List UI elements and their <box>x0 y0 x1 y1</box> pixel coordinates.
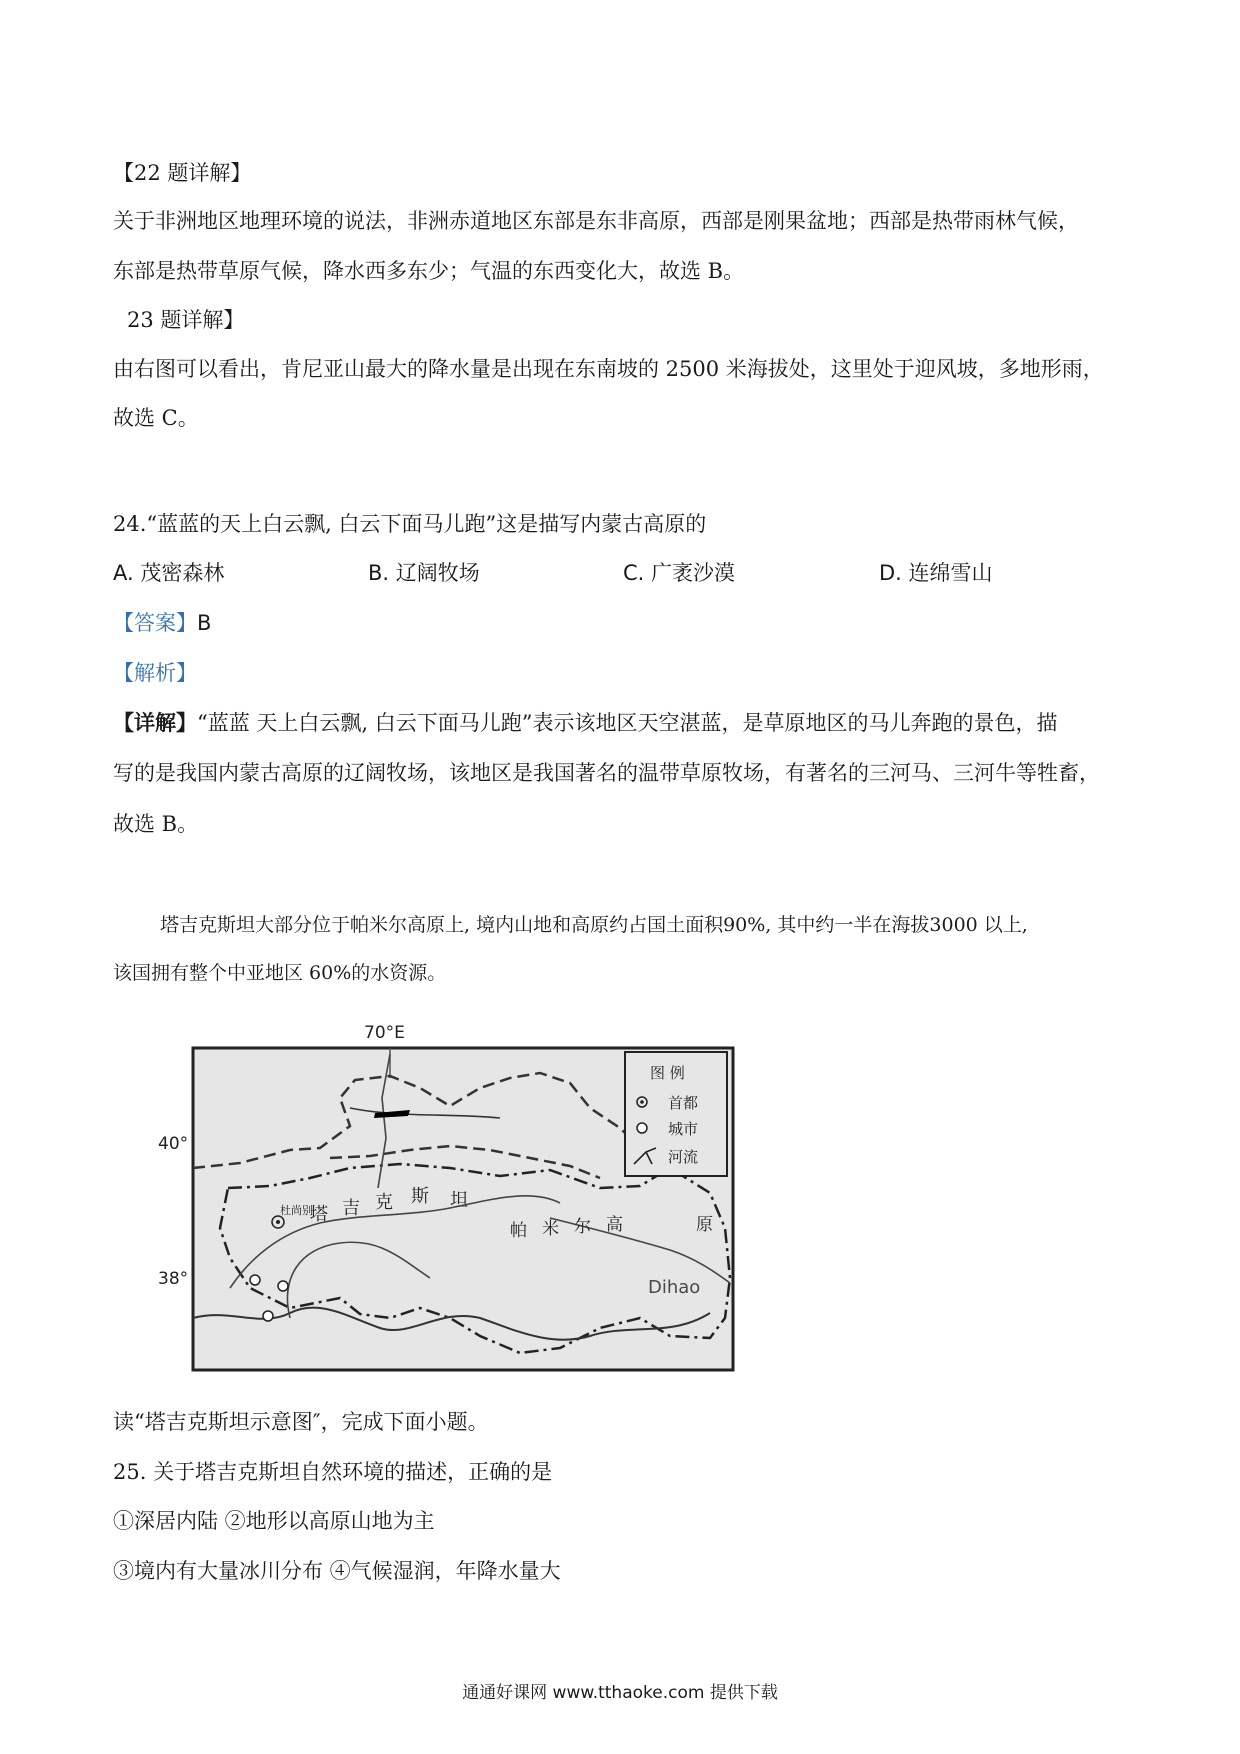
country-char: 塔 <box>310 1204 328 1225</box>
plateau-char: 帕 <box>510 1221 527 1241</box>
country-char: 克 <box>375 1192 393 1213</box>
q25-stem: 25. 关于塔吉克斯坦自然环境的描述，正确的是 <box>113 1460 553 1484</box>
legend-capital: 首都 <box>668 1094 699 1112</box>
q24-option-b: B. 辽阔牧场 <box>368 561 480 585</box>
country-char: 坦 <box>450 1190 468 1211</box>
city-marker <box>278 1281 288 1291</box>
analysis-label: 【解析】 <box>113 661 197 685</box>
detail-text-1: “蓝蓝 天上白云飘, 白云下面马儿跑”表示该地区天空湛蓝，是草原地区的马儿奔跑的景色，描 <box>197 711 1058 735</box>
plateau-char: 原 <box>696 1215 713 1235</box>
q25-options-line2: ③境内有大量冰川分布 ④气候湿润，年降水量大 <box>113 1559 561 1583</box>
q23-text-line1: 由右图可以看出，肯尼亚山最大的降水量是出现在东南坡的 2500 米海拔处，这里处于迎风坡，多地形雨， <box>113 357 1104 381</box>
legend-city: 城市 <box>668 1120 699 1138</box>
plateau-char: 高 <box>606 1215 623 1235</box>
answer-label: 【答案】 <box>113 611 197 635</box>
capital-marker-dot <box>276 1220 280 1224</box>
plateau-char: 米 <box>542 1219 559 1239</box>
place-label: Dihao <box>648 1277 701 1298</box>
q23-text-line2: 故选 C。 <box>113 406 199 430</box>
q24-detail-line1 <box>113 708 1058 738</box>
q22-text-line2: 东部是热带草原气候，降水西多东少；气温的东西变化大，故选 B。 <box>113 259 745 283</box>
capital-label: 杜尚别 <box>280 1204 313 1217</box>
q24-answer <box>113 608 211 638</box>
q24-analysis-label <box>113 658 197 688</box>
q24-option-d: D. 连绵雪山 <box>879 561 993 585</box>
city-marker <box>263 1311 273 1321</box>
legend-city-symbol <box>637 1123 647 1133</box>
legend-title: 图 例 <box>650 1064 685 1082</box>
page-footer: 通通好课网 www.tthaoke.com 提供下载 <box>462 1683 778 1703</box>
legend-capital-symbol-dot <box>640 1100 644 1104</box>
q24-detail-line3: 故选 B。 <box>113 812 199 836</box>
latitude-38-label: 38° <box>158 1269 189 1289</box>
questions-intro: 读“塔吉克斯坦示意图″，完成下面小题。 <box>113 1410 489 1434</box>
latitude-40-label: 40° <box>158 1134 189 1154</box>
q23-heading: 23 题详解】 <box>127 308 245 332</box>
tajikistan-map <box>150 1018 750 1378</box>
q24-option-a: A. 茂密森林 <box>113 561 225 585</box>
city-marker <box>250 1275 260 1285</box>
answer-value: B <box>197 611 212 635</box>
q22-text-line1: 关于非洲地区地理环境的说法，非洲赤道地区东部是东非高原，西部是刚果盆地；西部是热带雨林气候， <box>113 209 1079 233</box>
plateau-char: 尔 <box>574 1217 591 1237</box>
q24-detail-line2: 写的是我国内蒙古高原的辽阔牧场，该地区是我国著名的温带草原牧场，有著名的三河马、三河牛等牲畜， <box>113 761 1100 785</box>
q24-stem: 24.“蓝蓝的天上白云飘, 白云下面马儿跑”这是描写内蒙古高原的 <box>113 512 707 536</box>
q22-heading: 【22 题详解】 <box>113 161 252 185</box>
passage-line2: 该国拥有整个中亚地区 60%的水资源。 <box>113 962 447 984</box>
passage-line1: 塔吉克斯坦大部分位于帕米尔高原上, 境内山地和高原约占国土面积90%, 其中约一半在海拔3000 以上, <box>160 914 1028 936</box>
detail-label: 【详解】 <box>113 710 197 735</box>
country-char: 斯 <box>411 1186 429 1207</box>
country-char: 吉 <box>342 1198 360 1219</box>
longitude-label: 70°E <box>364 1023 405 1043</box>
legend-river: 河流 <box>668 1148 699 1166</box>
q24-option-c: C. 广袤沙漠 <box>623 561 736 585</box>
q25-options-line1: ①深居内陆 ②地形以高原山地为主 <box>113 1509 435 1533</box>
